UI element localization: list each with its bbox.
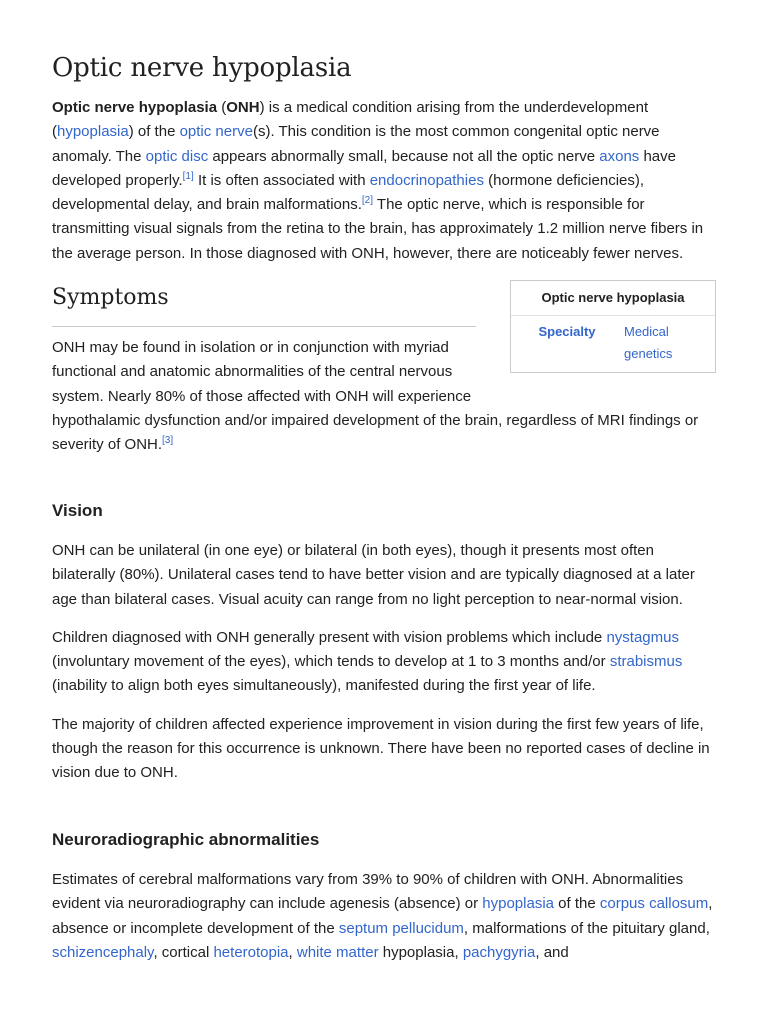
- heading-divider: [52, 326, 476, 327]
- vision-paragraph-1: ONH can be unilateral (in one eye) or bilateral (in both eyes), though it presents most often bilaterally (80%). Unilateral cases tend to have better vision and are typically diagnosed at a later age than bilateral cases. Visual acuity can range from no light perception to near-normal vision.: [52, 542, 695, 608]
- text-span: , cortical: [153, 943, 214, 961]
- link-white-matter[interactable]: white matter: [296, 943, 379, 961]
- infobox-title: Optic nerve hypoplasia: [511, 281, 715, 316]
- reference-2[interactable]: [2]: [361, 195, 374, 207]
- link-pachygyria[interactable]: pachygyria: [462, 943, 536, 961]
- text-span: (hormone deficiencies), developmental delay, and brain malformations.: [52, 171, 645, 214]
- text-span: , malformations of the pituitary gland,: [463, 919, 710, 937]
- link-nystagmus[interactable]: nystagmus: [606, 628, 679, 646]
- link-strabismus[interactable]: strabismus: [609, 653, 683, 671]
- infobox-wrap-spacer: [476, 336, 716, 398]
- link-septum-pellucidum[interactable]: septum pellucidum: [338, 919, 464, 937]
- reference-3[interactable]: [3]: [162, 435, 174, 447]
- text-span: ) of the: [128, 123, 180, 141]
- symptoms-text: ONH may be found in isolation or in conjunction with myriad functional and anatomic abnormalities of the central nervous system. Nearly 80% of those affected with ONH will experience hypothalamic dysfunction and/or impaired development of the brain, regardless of MRI findings or severity of ONH.: [52, 339, 699, 454]
- text-span: hypoplasia,: [378, 943, 463, 961]
- link-heterotopia[interactable]: heterotopia: [213, 943, 289, 961]
- intro-paragraph: [52, 96, 716, 266]
- symptoms-heading: Symptoms: [52, 285, 169, 310]
- abbr-term: ONH: [226, 99, 260, 116]
- symptoms-paragraph: [52, 336, 716, 457]
- link-axons[interactable]: axons: [599, 147, 640, 165]
- link-corpus-callosum[interactable]: corpus callosum: [599, 895, 709, 913]
- symptoms-section-header: [52, 284, 476, 327]
- text-span: (: [217, 99, 227, 116]
- link-hypoplasia[interactable]: hypoplasia: [57, 123, 129, 141]
- link-schizencephaly[interactable]: schizencephaly: [52, 943, 154, 961]
- infobox-value-link[interactable]: Medical genetics: [624, 324, 673, 361]
- neuro-heading: Neuroradiographic abnormalities: [52, 830, 320, 849]
- page-title: Optic nerve hypoplasia: [52, 53, 352, 83]
- vision-paragraph-2: [52, 626, 716, 699]
- text-span: (s). This condition is the most common congenital optic nerve anomaly. The: [52, 123, 660, 165]
- article-intro: [52, 0, 716, 266]
- vision-paragraph-3: The majority of children affected experience improvement in vision during the first few years of life, though the reason for this occurrence is unknown. There have been no reported cases of decline in vision due to ONH.: [52, 715, 710, 782]
- link-endocrinopathies[interactable]: endocrinopathies: [369, 171, 484, 189]
- symptoms-body: [52, 336, 716, 457]
- neuro-paragraph: [52, 868, 716, 965]
- text-span: ) is a medical condition arising from the underdevelopment (: [52, 99, 649, 141]
- text-span: , and: [535, 943, 569, 961]
- link-hypoplasia-2[interactable]: hypoplasia: [482, 895, 554, 913]
- bold-term: Optic nerve hypoplasia: [52, 99, 218, 116]
- text-span: (involuntary movement of the eyes), which tends to develop at 1 to 3 months and/or: [52, 653, 610, 671]
- text-span: Estimates of cerebral malformations vary from 39% to 90% of children with ONH. Abnormalities evident via neuroradiography can include agenesis (absence) or: [52, 871, 684, 913]
- text-span: The optic nerve, which is responsible for transmitting visual signals from the retina to the brain, has approximately 1.2 million nerve fibers in the average person. In those diagnosed with ONH, however, there are noticeably fewer nerves.: [52, 196, 704, 262]
- link-optic-nerve[interactable]: optic nerve: [179, 123, 253, 141]
- neuro-section: [52, 828, 716, 965]
- text-span: Children diagnosed with ONH generally present with vision problems which include: [52, 628, 607, 646]
- reference-1[interactable]: [1]: [182, 170, 194, 182]
- text-span: appears abnormally small, because not all the optic nerve: [208, 147, 600, 165]
- infobox-label-specialty[interactable]: Specialty: [538, 324, 596, 339]
- vision-heading: Vision: [52, 501, 103, 520]
- text-span: of the: [554, 895, 600, 913]
- link-optic-disc[interactable]: optic disc: [145, 147, 209, 165]
- vision-section: [52, 499, 716, 786]
- text-span: have developed properly.: [52, 147, 676, 189]
- text-span: (inability to align both eyes simultaneously), manifested during the first year of life.: [52, 677, 596, 695]
- text-span: , absence or incomplete development of the: [52, 895, 713, 937]
- text-span: ,: [288, 943, 297, 961]
- text-span: It is often associated with: [193, 171, 370, 189]
